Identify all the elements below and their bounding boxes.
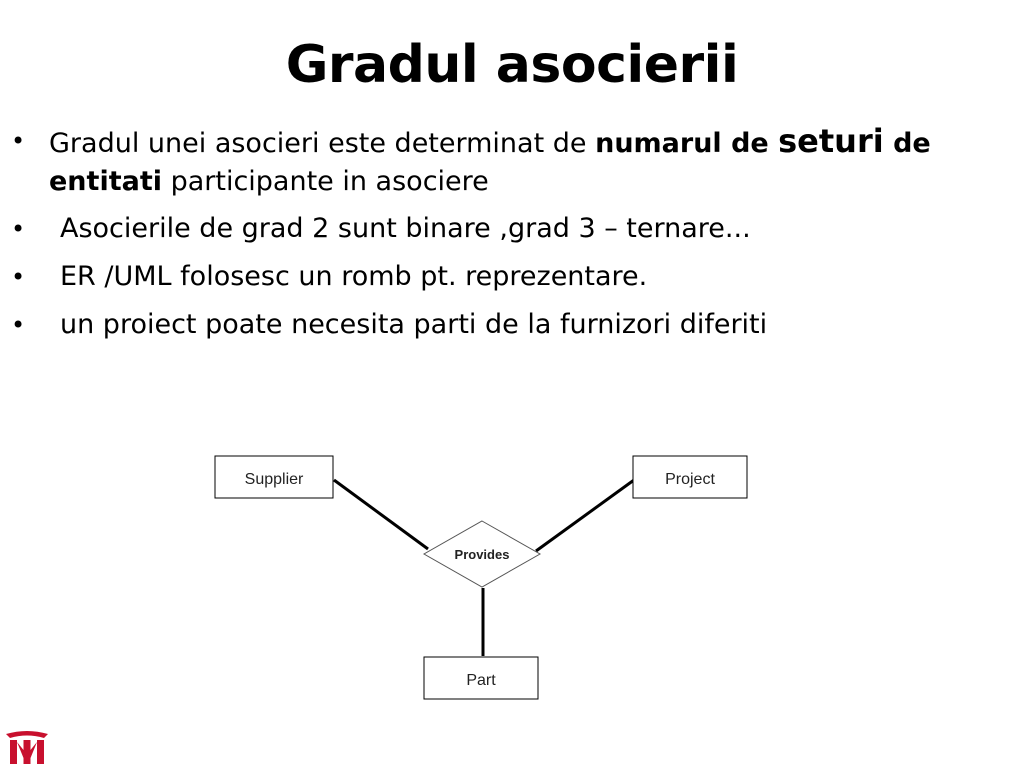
bullet-list xyxy=(0,122,1010,353)
relationship-provides-label: Provides xyxy=(454,547,510,562)
entity-part xyxy=(424,657,538,699)
bullet-dot-icon: • xyxy=(11,311,26,339)
bullet-dot-icon: • xyxy=(11,263,26,291)
university-logo-icon xyxy=(4,728,50,766)
bullet-text-emphasis: seturi xyxy=(778,122,884,160)
connector-project xyxy=(536,480,634,551)
slide-title: Gradul asocierii xyxy=(285,35,739,95)
bullet-text: Asocierile de grad 2 sunt binare ,grad 3 – ternare... xyxy=(60,213,751,244)
bullet-text xyxy=(49,122,931,197)
bullet-dot-icon: • xyxy=(11,127,26,155)
entity-part-label: Part xyxy=(466,672,496,689)
bullet-item xyxy=(0,257,1010,297)
bullet-item xyxy=(0,209,1010,249)
entity-supplier xyxy=(215,456,333,498)
bullet-text: un proiect poate necesita parti de la furnizori diferiti xyxy=(60,309,768,340)
bullet-text-part: Gradul unei asocieri este determinat de xyxy=(49,128,596,159)
bullet-text-bold: de entitati xyxy=(49,128,931,197)
bullet-item xyxy=(0,122,1010,201)
connector-supplier xyxy=(334,480,428,549)
er-diagram xyxy=(200,440,780,720)
entity-supplier-label: Supplier xyxy=(244,471,304,488)
relationship-provides xyxy=(424,521,540,587)
bullet-text-bold: numarul de xyxy=(595,128,779,159)
entity-project-label: Project xyxy=(665,471,715,488)
bullet-text-part: participante in asociere xyxy=(161,166,489,197)
entity-project xyxy=(633,456,747,498)
bullet-dot-icon: • xyxy=(11,215,26,243)
bullet-item xyxy=(0,305,1010,345)
bullet-text: ER /UML folosesc un romb pt. reprezentare. xyxy=(60,261,648,292)
